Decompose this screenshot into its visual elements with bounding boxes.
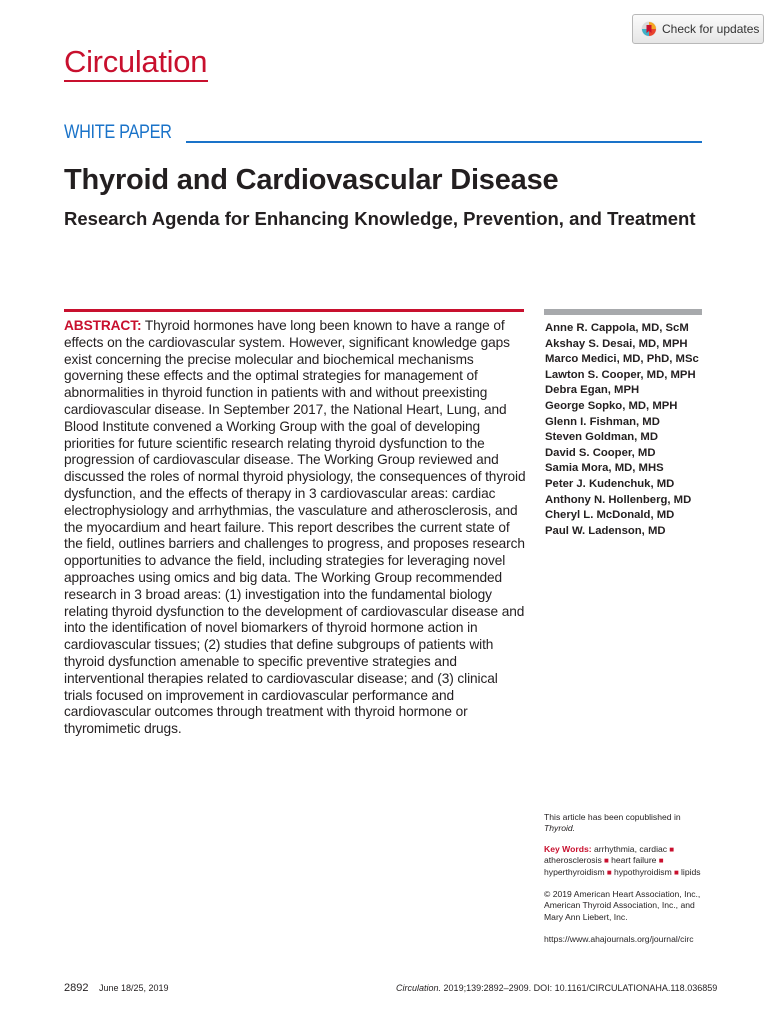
crossmark-icon	[641, 21, 657, 37]
author-name: Steven Goldman, MD	[545, 431, 658, 444]
keyword-separator: ■	[656, 856, 664, 866]
author-name: Anne R. Cappola, MD, ScM	[545, 322, 689, 334]
keyword: lipids	[681, 866, 701, 877]
section-label: WHITE PAPER	[64, 122, 172, 143]
abstract-text: Thyroid hormones have long been known to have a range of effects on the cardiovascular system. However, significant knowledge gaps exist concerning the precise molecular and biochemical mechanisms governing these effects and the optimal strategies for management of abnormalities in thyroid function in patients with and without preexisting cardiovascular disease. In September 2017, the National Heart, Lung, and Blood Institute convened a Working Group with the goal of developing priorities for future scientific research relating thyroid dysfunction to the progression of cardiovascular disease. The Working Group reviewed and discussed the roles of normal thyroid physiology, the consequences of thyroid dysfunction, and the effects of therapy in 3 cardiovascular areas: cardiac electrophysiology and arrhythmias, the vasculature and atherosclerosis, and the myocardium and heart failure. This report describes the current state of the field, outlines barriers and challenges to progress, and proposes research opportunities to advance the field, including strategies for leveraging novel approaches using omics and big data. The Working Group recommended research in 3 broad areas: (1) investigation into the fundamental biology relating thyroid dysfunction to the development of cardiovascular disease and into the identification of novel biomarkers of thyroid hormone action in cardiovascular tissues; (2) studies that define subgroups of patients with thyroid dysfunction amenable to specific preventive strategies and interventional therapies related to cardiovascular disease; and (3) clinical trials focused on improvement in cardiovascular performance and cardiovascular outcomes through treatment with thyroid hormone or thyromimetic drugs.	[64, 318, 526, 737]
check-for-updates-label: Check for updates	[662, 22, 760, 36]
authors-top-rule	[544, 309, 702, 315]
author-name: Peter J. Kudenchuk, MD	[545, 477, 675, 490]
abstract-top-rule	[64, 309, 524, 312]
author-name: Anthony N. Hollenberg, MD	[545, 493, 692, 506]
keyword: atherosclerosis	[544, 855, 602, 866]
keyword-separator: ■	[601, 856, 612, 866]
author-list	[545, 321, 715, 539]
article-title: Thyroid and Cardiovascular Disease	[64, 164, 559, 196]
author-name: Cheryl L. McDonald, MD	[545, 509, 675, 522]
abstract	[64, 318, 526, 738]
section-rule	[186, 141, 702, 143]
author-name: David S. Cooper, MD	[545, 446, 656, 459]
author-name: Akshay S. Desai, MD, MPH	[545, 337, 688, 350]
author-name: George Sopko, MD, MPH	[545, 399, 678, 412]
citation-journal: Circulation.	[396, 983, 442, 993]
page-number: 2892	[64, 982, 89, 994]
keyword-separator: ■	[604, 867, 614, 877]
copublished-note: This article has been copublished in Thyroid.	[544, 812, 681, 834]
author-name: Debra Egan, MPH	[545, 384, 640, 397]
copyright: © 2019 American Heart Association, Inc., American Thyroid Association, Inc., and Mary Ann Liebert, Inc.	[544, 889, 701, 922]
copublished-journal: Thyroid.	[544, 823, 576, 834]
keyword: arrhythmia, cardiac	[593, 843, 668, 854]
author-name: Lawton S. Cooper, MD, MPH	[545, 368, 696, 381]
keyword-separator: ■	[671, 867, 682, 877]
check-for-updates-button[interactable]	[632, 14, 764, 44]
issue-date: June 18/25, 2019	[99, 983, 169, 993]
abstract-label: ABSTRACT:	[64, 318, 142, 333]
keywords	[544, 844, 714, 878]
author-name: Samia Mora, MD, MHS	[545, 462, 664, 475]
author-name: Glenn I. Fishman, MD	[545, 415, 660, 428]
keyword: hypothyroidism	[613, 866, 672, 877]
author-name: Marco Medici, MD, PhD, MSc	[545, 353, 699, 366]
keyword: hyperthyroidism	[544, 866, 605, 877]
citation	[396, 983, 718, 993]
keyword-separator: ■	[667, 844, 675, 854]
keywords-label: Key Words:	[544, 843, 592, 854]
keyword: heart failure	[611, 855, 657, 866]
citation-details: 2019;139:2892–2909. DOI: 10.1161/CIRCULATIONAHA.118.036859	[443, 983, 718, 993]
journal-url-link[interactable]: https://www.ahajournals.org/journal/circ	[544, 934, 694, 945]
article-subtitle: Research Agenda for Enhancing Knowledge, Prevention, and Treatment	[64, 208, 696, 229]
author-name: Paul W. Ladenson, MD	[545, 524, 666, 537]
journal-underline	[64, 80, 208, 82]
journal-name: Circulation	[64, 44, 208, 79]
article-sidebar	[544, 812, 714, 946]
